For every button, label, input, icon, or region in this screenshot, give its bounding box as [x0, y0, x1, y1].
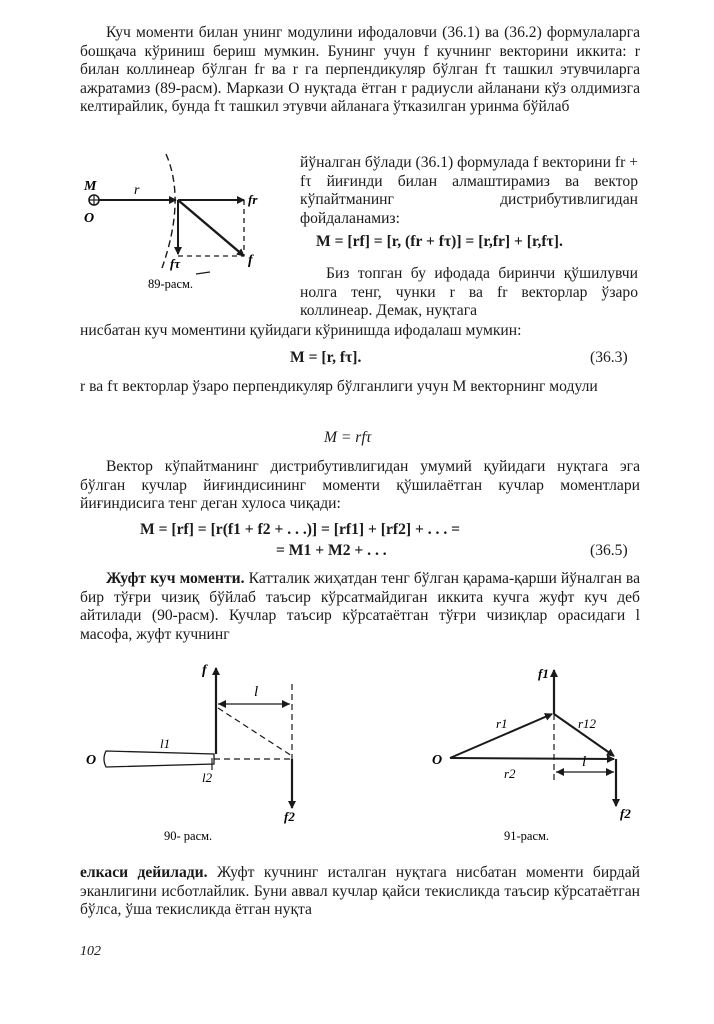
- paragraph-5: [80, 570, 640, 644]
- label-l: l: [582, 754, 587, 770]
- force-vector-f: [178, 200, 244, 256]
- figure-90-caption: 90- расм.: [164, 829, 213, 843]
- equation-1: M = [rf] = [r, (fr + fτ)] = [r,fr] + [r,fτ].: [316, 233, 563, 250]
- label-O: O: [432, 753, 443, 768]
- figure-91: [420, 658, 650, 848]
- figure-91-caption: 91-расм.: [504, 829, 550, 843]
- equation-2: M = [r, fτ].: [290, 349, 362, 366]
- label-f2: f2: [620, 806, 631, 821]
- label-f: f: [248, 253, 253, 268]
- diagonal-dashed: [218, 708, 292, 756]
- label-f2: f2: [284, 809, 295, 824]
- paragraph-1-continuation: йўналган бўлади (36.1) формулада f векторини fr + fτ йиғинди билан алмаштирамиз ва вектор кўпайтманинг дистрибутивлигидан фойдаланамиз:: [300, 154, 638, 227]
- paragraph-5-text: Катталик жиҳатдан тенг бўлган қарама-қарши йўналган ва бир тўғри чизиқ бўйлаб таъсир кўрсатмайдиган иккита кучга жуфт куч деб айтилади (90-расм). Кучлар таъсир кўрсатаётган тўғри чизиқлар орасидаги l масофа, жуфт кучнинг: [80, 570, 640, 643]
- label-ft: fτ: [170, 256, 181, 271]
- label-f: f: [202, 663, 207, 678]
- label-r2: r2: [504, 766, 516, 781]
- paragraph-6: [80, 864, 640, 920]
- figure-89-caption: 89-расм.: [148, 277, 194, 291]
- label-r12: r12: [578, 716, 597, 731]
- label-fr: fr: [248, 192, 258, 207]
- equation-4-line-2: = M1 + M2 + . . .: [276, 542, 387, 559]
- page-number: 102: [80, 944, 101, 959]
- arm-l-arrow-right: [606, 768, 614, 776]
- label-f1: f1: [538, 666, 549, 681]
- vector-r2: [450, 758, 614, 759]
- small-arc-mark: [196, 272, 210, 274]
- figure-89: [78, 150, 298, 300]
- figure-90: [78, 658, 348, 848]
- equation-4-line-1: M = [rf] = [r(f1 + f2 + . . .)] = [rf1] + [rf2] + . . . =: [140, 521, 461, 538]
- paragraph-6-heading: елкаси дейилади.: [80, 864, 208, 881]
- label-l1: l1: [160, 736, 171, 751]
- label-M: M: [84, 179, 97, 194]
- circle-arc: [162, 154, 175, 268]
- rod-body: [104, 751, 214, 767]
- paragraph-3: r ва fτ векторлар ўзаро перпендикуляр бўлганлиги учун M векторнинг модули: [80, 378, 598, 395]
- arm-l-arrow-right: [282, 700, 290, 708]
- paragraph-6-text: Жуфт кучнинг исталган нуқтага нисбатан моменти бирдай эканлигини исботлайлик. Буни аввал кучлар қайси текисликда таъсир кўрсатаётган бўлса, ўша текисликда ётган нуқта: [80, 864, 640, 919]
- paragraph-2b: нисбатан куч моментини қуйидаги кўринишда ифодалаш мумкин:: [80, 322, 522, 339]
- paragraph-4: Вектор кўпайтманинг дистрибутивлигидан умумий қуйидаги нуқтага эга бўлган кучлар йиғиндисининг моменти қўшилаётган кучлар моментлари йиғиндисига тенг деган хулоса чиқади:: [80, 458, 640, 513]
- label-O: O: [84, 211, 95, 226]
- label-l2: l2: [202, 770, 213, 785]
- paragraph-1: Куч моменти билан унинг модулини ифодаловчи (36.1) ва (36.2) формулаларга бошқача кўриниш бериш мумкин. Бунинг учун f кучнинг векторини иккита: r билан коллинеар бўлган fr ва r га перпендикуляр бўлган fτ ташкил этувчиларга ажратамиз (89-расм). Маркази O нуқтада ётган r радиусли айланани кўз олдимизга келтирайлик, бунда fτ ташкил этувчи айланага ўтказилган уринма бўйлаб: [80, 24, 640, 116]
- equation-4-number: (36.5): [590, 542, 628, 559]
- label-O: O: [86, 753, 97, 768]
- paragraph-5-heading: Жуфт куч моменти.: [106, 570, 245, 587]
- arm-l-arrow-left: [218, 700, 226, 708]
- label-l: l: [254, 684, 259, 700]
- equation-2-number: (36.3): [590, 349, 628, 366]
- equation-3: M = rfτ: [324, 429, 372, 446]
- arm-l-arrow-left: [556, 768, 564, 776]
- label-r1: r1: [496, 716, 508, 731]
- paragraph-2a: Биз топган бу ифодада биринчи қўшилувчи нолга тенг, чунки r ва fr векторлар ўзаро коллинеар. Демак, нуқтага: [300, 265, 638, 320]
- label-r: r: [134, 183, 140, 198]
